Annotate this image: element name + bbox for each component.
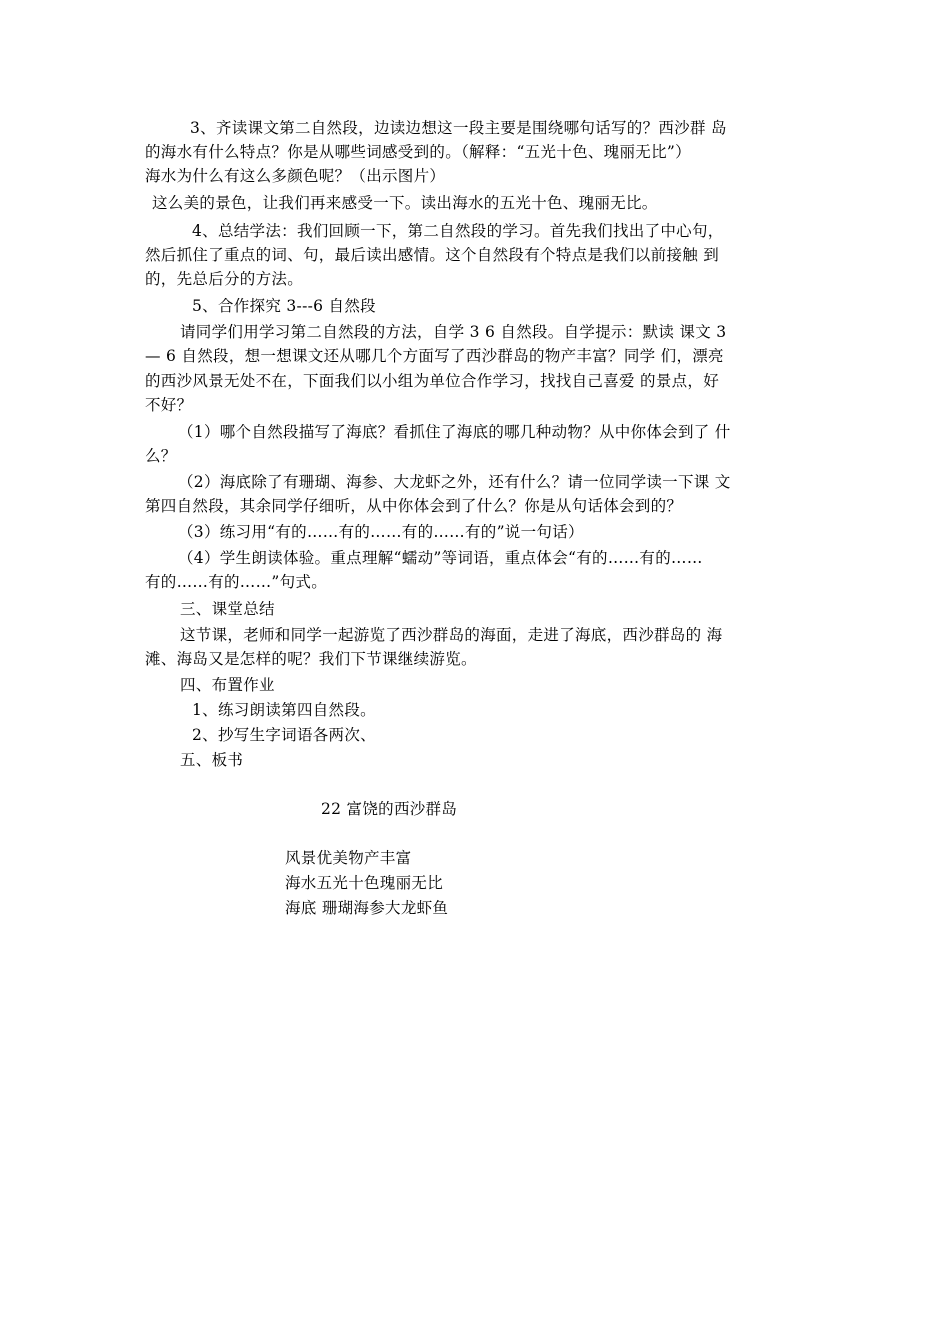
homework-item: 1、练习朗读第四自然段。 — [192, 701, 376, 719]
question-line: 第四自然段，其余同学仔细听，从中你体会到了什么？你是从句话体会到的？ — [145, 497, 683, 515]
paragraph-line: 请同学们用学习第二自然段的方法，自学 3 6 自然段。自学提示：默读 课文 3 — [180, 323, 727, 341]
section-heading: 五、板书 — [180, 751, 244, 769]
paragraph-line: 不好？ — [145, 396, 193, 414]
paragraph-line: 的，先总后分的方法。 — [145, 270, 304, 288]
paragraph-line: 这么美的景色，让我们再来感受一下。读出海水的五光十色、瑰丽无比。 — [152, 194, 658, 212]
section-heading: 三、课堂总结 — [180, 600, 275, 618]
paragraph-line: 3、齐读课文第二自然段，边读边想这一段主要是围绕哪句话写的？西沙群 岛 — [190, 119, 727, 137]
question-line: 有的……有的……”句式。 — [145, 573, 328, 591]
board-item: 风景优美物产丰富 — [285, 849, 412, 867]
paragraph-line: 然后抓住了重点的词、句，最后读出感情。这个自然段有个特点是我们以前接触 到 — [145, 246, 720, 264]
board-item: 海底 珊瑚海参大龙虾鱼 — [285, 899, 449, 917]
section-heading: 四、布置作业 — [180, 676, 275, 694]
paragraph-line: 滩、海岛又是怎样的呢？我们下节课继续游览。 — [145, 650, 477, 668]
homework-item: 2、抄写生字词语各两次、 — [192, 726, 376, 744]
question-line: （2）海底除了有珊瑚、海参、大龙虾之外，还有什么？请一位同学读一下课 文 — [178, 473, 731, 491]
paragraph-line: 这节课，老师和同学一起游览了西沙群岛的海面，走进了海底，西沙群岛的 海 — [180, 626, 723, 644]
question-line: （3）练习用“有的……有的……有的……有的”说一句话） — [178, 523, 584, 541]
paragraph-line: 4、总结学法：我们回顾一下，第二自然段的学习。首先我们找出了中心句， — [192, 222, 724, 240]
paragraph-line: 海水为什么有这么多颜色呢？（出示图片） — [145, 167, 446, 185]
paragraph-line: 的海水有什么特点？你是从哪些词感受到的。（解释：“五光十色、瑰丽无比”） — [145, 143, 691, 161]
board-title: 22 富饶的西沙群岛 — [321, 800, 458, 818]
question-line: （1）哪个自然段描写了海底？看抓住了海底的哪几种动物？从中你体会到了 什 — [178, 423, 731, 441]
question-line: 么？ — [145, 447, 177, 465]
board-item: 海水五光十色瑰丽无比 — [285, 874, 444, 892]
section-heading: 5、合作探究 3---6 自然段 — [192, 297, 376, 315]
question-line: （4）学生朗读体验。重点理解“蠕动”等词语，重点体会“有的……有的…… — [178, 549, 703, 567]
paragraph-line: — 6 自然段，想一想课文还从哪几个方面写了西沙群岛的物产丰富？同学 们，漂亮 — [145, 347, 724, 365]
paragraph-line: 的西沙风景无处不在，下面我们以小组为单位合作学习，找找自己喜爱 的景点，好 — [145, 372, 720, 390]
